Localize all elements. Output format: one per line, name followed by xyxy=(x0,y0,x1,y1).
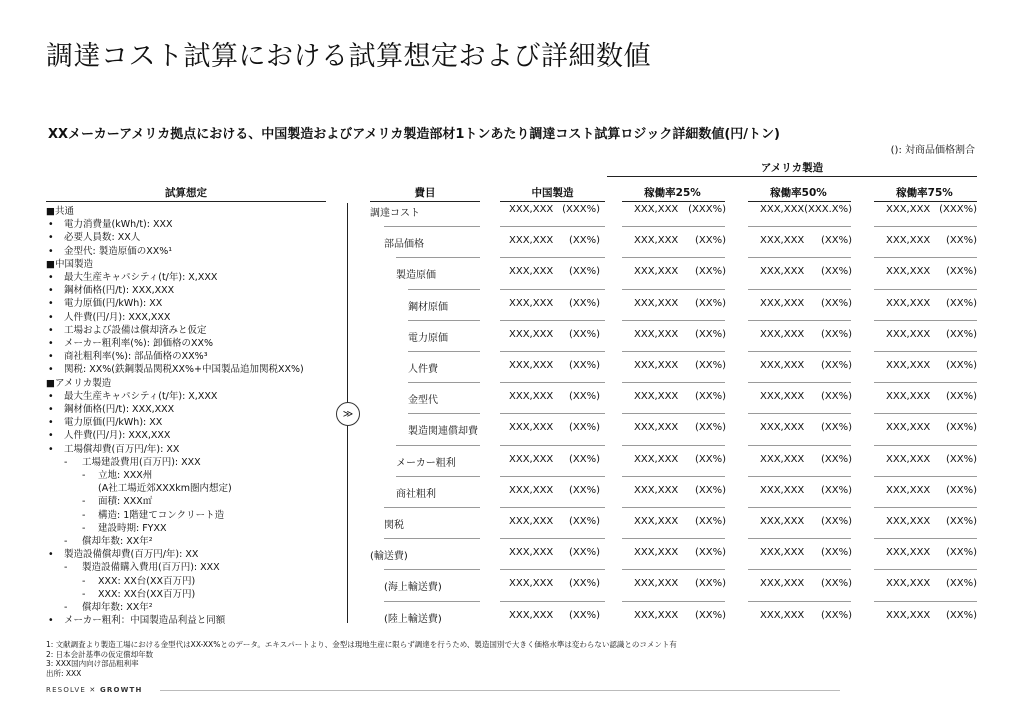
cell-percent: (XX%) xyxy=(568,516,600,527)
cell-percent: (XX%) xyxy=(945,235,977,247)
row-separator xyxy=(408,382,480,383)
cell-percent: (XX%) xyxy=(820,547,852,559)
america-group-header: アメリカ製造 xyxy=(760,162,824,174)
cell-value: XXX,XXX xyxy=(760,609,805,621)
cell-value: XXX,XXX xyxy=(634,391,679,403)
row-separator xyxy=(622,289,725,290)
assumption-item: ■共通 xyxy=(46,206,74,217)
cell-value: XXX,XXX xyxy=(509,235,554,247)
row-separator xyxy=(622,320,725,321)
row-separator xyxy=(874,320,977,321)
row-label: 電力原価 xyxy=(408,332,448,344)
table-row xyxy=(370,360,977,391)
row-label: 製造原価 xyxy=(396,270,436,282)
row-label: 関税 xyxy=(384,520,404,531)
table-row xyxy=(370,578,977,609)
cell-percent: (XX%) xyxy=(568,360,600,371)
cell-value: XXX,XXX xyxy=(886,547,931,559)
row-separator xyxy=(622,538,725,539)
cell-percent: (XX%) xyxy=(568,609,600,621)
cell-percent: (XX%) xyxy=(568,422,600,434)
assumption-item: - 面積: XXX㎡ xyxy=(46,495,336,508)
col-header-op50: 稼働率50% xyxy=(770,187,827,199)
cell-percent: (XX%) xyxy=(568,578,600,590)
assumption-item: • 電力消費量(kWh/t): XXX xyxy=(46,218,336,231)
cell-percent: (XX%) xyxy=(820,484,852,496)
footer-rule xyxy=(160,690,840,691)
table-row xyxy=(370,266,977,297)
row-separator xyxy=(500,257,605,258)
col-header-china-underline xyxy=(500,201,605,202)
row-label: 商社粗利 xyxy=(396,488,436,500)
cell-percent: (XX%) xyxy=(945,484,977,496)
row-separator xyxy=(500,601,605,602)
cell-value: XXX,XXX xyxy=(509,422,554,434)
cell-value: XXX,XXX xyxy=(760,328,805,340)
row-separator xyxy=(748,351,851,352)
row-separator xyxy=(384,569,480,570)
cell-value: XXX,XXX xyxy=(760,297,805,309)
cell-percent: (XX%) xyxy=(820,578,852,590)
row-separator xyxy=(748,289,851,290)
row-separator xyxy=(500,413,605,414)
cell-value: XXX,XXX xyxy=(634,204,679,215)
cell-percent: (XX%) xyxy=(694,484,726,496)
cell-value: XXX,XXX xyxy=(886,297,931,309)
brand-logo xyxy=(46,686,143,694)
table-row xyxy=(370,204,977,235)
footnote-line: 3: XXX国内向け部品粗利率 xyxy=(46,659,139,669)
assumption-item: - 償却年数: XX年² xyxy=(46,601,336,614)
cell-percent: (XX%) xyxy=(568,266,600,278)
assumption-item: - 製造設備購入費用(百万円): XXX xyxy=(46,561,336,574)
cell-percent: (XX%) xyxy=(694,547,726,559)
cell-value: XXX,XXX xyxy=(509,328,554,340)
cell-value: XXX,XXX xyxy=(886,609,931,621)
cell-percent: (XXX%) xyxy=(688,204,726,215)
row-separator xyxy=(874,476,977,477)
cell-percent: (XX%) xyxy=(694,453,726,465)
cell-percent: (XX%) xyxy=(945,516,977,527)
cell-value: XXX,XXX xyxy=(634,578,679,590)
table-row xyxy=(370,454,977,485)
logo-right: GROWTH xyxy=(99,686,143,694)
cell-value: XXX,XXX xyxy=(760,484,805,496)
assumption-item: • メーカー粗利率(%): 卸価格のXX% xyxy=(46,337,336,350)
row-separator xyxy=(408,320,480,321)
cell-percent: (XX%) xyxy=(568,391,600,403)
table-row xyxy=(370,547,977,578)
assumption-item: • 人件費(円/月): XXX,XXX xyxy=(46,311,336,324)
row-label: 部品価格 xyxy=(384,239,424,251)
row-separator xyxy=(748,445,851,446)
cell-percent: (XX%) xyxy=(945,297,977,309)
table-row xyxy=(370,610,977,641)
row-separator xyxy=(748,538,851,539)
table-row xyxy=(370,516,977,547)
row-separator xyxy=(874,601,977,602)
row-separator xyxy=(396,257,480,258)
logo-left: RESOLVE xyxy=(46,686,86,694)
row-separator xyxy=(500,569,605,570)
assumption-item: • 関税: XX%(鉄鋼製品関税XX%+中国製品追加関税XX%) xyxy=(46,363,336,376)
row-separator xyxy=(408,289,480,290)
row-separator xyxy=(500,538,605,539)
row-separator xyxy=(874,569,977,570)
cell-value: XXX,XXX xyxy=(886,328,931,340)
footnotes xyxy=(46,640,677,678)
row-separator xyxy=(500,382,605,383)
assumption-item: • 人件費(円/月): XXX,XXX xyxy=(46,429,336,442)
cell-value: XXX,XXX xyxy=(634,609,679,621)
assumptions-header: 試算想定 xyxy=(165,187,207,199)
cell-value: XXX,XXX xyxy=(760,453,805,465)
cell-percent: (XX%) xyxy=(820,266,852,278)
cell-percent: (XX%) xyxy=(568,484,600,496)
row-separator xyxy=(384,507,480,508)
assumption-item: - 償却年数: XX年² xyxy=(46,535,336,548)
cell-value: XXX,XXX xyxy=(634,266,679,278)
table-row xyxy=(370,329,977,360)
cell-value: XXX,XXX xyxy=(634,516,679,527)
row-label: 金型代 xyxy=(408,395,438,407)
row-separator xyxy=(874,382,977,383)
row-separator xyxy=(622,351,725,352)
assumption-item: • 鋼材価格(円/t): XXX,XXX xyxy=(46,284,336,297)
cell-value: XXX,XXX xyxy=(886,484,931,496)
assumption-item: • 必要人員数: XX人 xyxy=(46,231,336,244)
cell-percent: (XX%) xyxy=(820,609,852,621)
cell-value: XXX,XXX xyxy=(634,453,679,465)
row-separator xyxy=(500,351,605,352)
cell-percent: (XX%) xyxy=(820,328,852,340)
cell-percent: (XX%) xyxy=(694,266,726,278)
cell-value: XXX,XXX xyxy=(886,204,931,215)
row-separator xyxy=(874,538,977,539)
row-separator xyxy=(748,507,851,508)
cell-percent: (XX%) xyxy=(945,328,977,340)
row-separator xyxy=(500,226,605,227)
row-separator xyxy=(748,382,851,383)
cell-percent: (XX%) xyxy=(568,328,600,340)
cell-percent: (XX%) xyxy=(820,453,852,465)
row-separator xyxy=(622,601,725,602)
cell-value: XXX,XXX xyxy=(509,609,554,621)
cell-percent: (XX%) xyxy=(568,297,600,309)
footnote-line: 2: 日本会計基準の仮定償却年数 xyxy=(46,649,154,659)
cell-percent: (XX%) xyxy=(945,453,977,465)
cell-percent: (XX%) xyxy=(945,578,977,590)
assumption-item: • 電力原価(円/kWh): XX xyxy=(46,416,336,429)
cell-value: XXX,XXX xyxy=(509,297,554,309)
footnote-line: 1: 文献調査より製造工場における金型代はXX-XX%とのデータ。エキスパートより、金型は現地生産に限らず調達を行うため、製造国別で大きく価格水準は変わらない認識とのコメント有 xyxy=(46,640,677,649)
row-separator xyxy=(748,413,851,414)
row-separator xyxy=(874,413,977,414)
cell-value: XXX,XXX xyxy=(760,422,805,434)
row-separator xyxy=(622,226,725,227)
row-label: 鋼材原価 xyxy=(408,301,448,313)
row-separator xyxy=(874,289,977,290)
cell-percent: (XX%) xyxy=(694,328,726,340)
col-header-op25: 稼働率25% xyxy=(644,187,701,199)
cell-percent: (XX%) xyxy=(694,360,726,371)
assumption-item: - 構造: 1階建てコンクリート造 xyxy=(46,509,336,522)
table-row xyxy=(370,485,977,516)
row-separator xyxy=(622,507,725,508)
cell-value: XXX,XXX xyxy=(886,266,931,278)
row-separator xyxy=(874,351,977,352)
cell-value: XXX,XXX xyxy=(760,360,805,371)
row-separator xyxy=(874,226,977,227)
assumption-item: • 工場償却費(百万円/年): XX xyxy=(46,443,336,456)
cell-value: XXX,XXX xyxy=(760,204,805,215)
row-separator xyxy=(622,413,725,414)
col-header-op25-underline xyxy=(622,201,725,202)
row-separator xyxy=(622,569,725,570)
row-label: 人件費 xyxy=(408,364,438,375)
row-separator xyxy=(500,507,605,508)
assumption-item: - XXX: XX台(XX百万円) xyxy=(46,588,336,601)
cell-value: XXX,XXX xyxy=(886,235,931,247)
cell-percent: (XX%) xyxy=(820,391,852,403)
row-separator xyxy=(396,445,480,446)
cell-percent: (XX%) xyxy=(694,235,726,247)
cell-value: XXX,XXX xyxy=(634,235,679,247)
assumption-item: • 最大生産キャパシティ(t/年): X,XXX xyxy=(46,390,336,403)
row-separator xyxy=(384,226,480,227)
cell-value: XXX,XXX xyxy=(509,266,554,278)
arrow-glyph: ≫ xyxy=(342,408,354,420)
table-row xyxy=(370,235,977,266)
cell-value: XXX,XXX xyxy=(886,516,931,527)
assumption-item: (A社工場近郊XXXkm圏内想定) xyxy=(98,483,232,495)
row-separator xyxy=(396,476,480,477)
cell-value: XXX,XXX xyxy=(760,578,805,590)
cell-percent: (XXX.X%) xyxy=(804,204,852,215)
cell-percent: (XXX%) xyxy=(939,204,977,215)
table-row xyxy=(370,391,977,422)
assumption-item: • 鋼材価格(円/t): XXX,XXX xyxy=(46,403,336,416)
cell-percent: (XX%) xyxy=(694,422,726,434)
cell-percent: (XX%) xyxy=(694,609,726,621)
cell-value: XXX,XXX xyxy=(509,360,554,371)
cell-percent: (XX%) xyxy=(820,516,852,527)
row-label: (陸上輸送費) xyxy=(384,613,442,625)
row-separator xyxy=(500,445,605,446)
assumption-item: • 電力原価(円/kWh): XX xyxy=(46,297,336,310)
assumption-item: • 最大生産キャパシティ(t/年): X,XXX xyxy=(46,271,336,284)
cell-value: XXX,XXX xyxy=(760,391,805,403)
assumption-item: - 立地: XXX州 xyxy=(46,469,336,482)
row-separator xyxy=(874,445,977,446)
assumption-item: ■中国製造 xyxy=(46,258,93,270)
col-header-china: 中国製造 xyxy=(531,187,574,199)
cell-percent: (XX%) xyxy=(694,297,726,309)
cell-value: XXX,XXX xyxy=(634,328,679,340)
table-row xyxy=(370,298,977,329)
row-separator xyxy=(748,257,851,258)
cell-value: XXX,XXX xyxy=(509,516,554,527)
row-separator xyxy=(408,413,480,414)
table-row xyxy=(370,422,977,453)
cell-percent: (XX%) xyxy=(945,266,977,278)
assumption-item: - XXX: XX台(XX百万円) xyxy=(46,575,336,588)
assumption-item: • 工場および設備は償却済みと仮定 xyxy=(46,324,336,337)
col-header-op50-underline xyxy=(748,201,851,202)
row-separator xyxy=(874,257,977,258)
cell-value: XXX,XXX xyxy=(509,547,554,559)
assumption-item: ■アメリカ製造 xyxy=(46,377,112,389)
col-header-op75: 稼働率75% xyxy=(896,187,953,199)
logo-mark: ✕ xyxy=(89,686,97,694)
row-separator xyxy=(748,320,851,321)
cell-percent: (XX%) xyxy=(694,578,726,590)
assumption-item: • 製造設備償却費(百万円/年): XX xyxy=(46,548,336,561)
cell-value: XXX,XXX xyxy=(760,266,805,278)
cell-value: XXX,XXX xyxy=(509,578,554,590)
cell-value: XXX,XXX xyxy=(509,484,554,496)
row-separator xyxy=(748,601,851,602)
cell-value: XXX,XXX xyxy=(886,391,931,403)
cell-value: XXX,XXX xyxy=(634,422,679,434)
assumption-item: • 商社粗利率(%): 部品価格のXX%³ xyxy=(46,350,336,363)
ratio-note: (): 対商品価格割合 xyxy=(890,145,975,156)
assumption-item: • メーカー粗利：中国製造品利益と同額 xyxy=(46,614,336,627)
cell-percent: (XX%) xyxy=(820,360,852,371)
cell-percent: (XX%) xyxy=(820,235,852,247)
cell-percent: (XX%) xyxy=(820,297,852,309)
cell-percent: (XX%) xyxy=(568,453,600,465)
cell-value: XXX,XXX xyxy=(634,297,679,309)
america-group-underline xyxy=(607,176,977,177)
cell-percent: (XX%) xyxy=(945,609,977,621)
row-separator xyxy=(500,320,605,321)
assumption-item: - 建設時期: FYXX xyxy=(46,522,336,535)
cell-value: XXX,XXX xyxy=(886,360,931,371)
row-separator xyxy=(622,445,725,446)
cell-percent: (XX%) xyxy=(694,391,726,403)
row-separator xyxy=(874,507,977,508)
cell-percent: (XX%) xyxy=(568,547,600,559)
cell-value: XXX,XXX xyxy=(634,484,679,496)
cell-percent: (XX%) xyxy=(694,516,726,527)
cell-value: XXX,XXX xyxy=(886,422,931,434)
cell-percent: (XX%) xyxy=(945,422,977,434)
cell-value: XXX,XXX xyxy=(509,453,554,465)
row-separator xyxy=(500,476,605,477)
row-separator xyxy=(748,569,851,570)
page-title: 調達コスト試算における試算想定および詳細数値 xyxy=(46,41,651,72)
row-separator xyxy=(748,226,851,227)
cell-percent: (XX%) xyxy=(945,391,977,403)
row-label: (輸送費) xyxy=(370,551,408,563)
row-separator xyxy=(384,601,480,602)
table-subtitle: XXメーカーアメリカ拠点における、中国製造およびアメリカ製造部材1トンあたり調達コスト試算ロジック詳細数値(円/トン) xyxy=(48,127,780,142)
cell-value: XXX,XXX xyxy=(760,235,805,247)
row-separator xyxy=(408,351,480,352)
row-label: メーカー粗利 xyxy=(396,457,456,469)
cell-percent: (XX%) xyxy=(568,235,600,247)
row-separator xyxy=(622,382,725,383)
cell-value: XXX,XXX xyxy=(634,547,679,559)
cell-percent: (XX%) xyxy=(945,547,977,559)
assumptions-list xyxy=(46,205,336,628)
col-header-op75-underline xyxy=(874,201,977,202)
row-separator xyxy=(748,476,851,477)
cell-value: XXX,XXX xyxy=(760,547,805,559)
cell-value: XXX,XXX xyxy=(509,204,554,215)
col-header-item: 費目 xyxy=(414,187,436,199)
assumptions-header-underline xyxy=(46,201,326,202)
cell-percent: (XX%) xyxy=(820,422,852,434)
cell-percent: (XX%) xyxy=(945,360,977,371)
row-separator xyxy=(622,257,725,258)
double-chevron-right-icon xyxy=(336,402,360,426)
cell-value: XXX,XXX xyxy=(634,360,679,371)
assumption-item: • 金型代: 製造原価のXX%¹ xyxy=(46,245,336,258)
assumption-item: - 工場建設費用(百万円): XXX xyxy=(46,456,336,469)
footnote-line: 出所: XXX xyxy=(46,668,82,678)
row-label: (海上輸送費) xyxy=(384,582,442,594)
cell-value: XXX,XXX xyxy=(886,578,931,590)
row-separator xyxy=(622,476,725,477)
cell-value: XXX,XXX xyxy=(760,516,805,527)
row-separator xyxy=(500,289,605,290)
row-label: 製造関連償却費 xyxy=(408,426,478,438)
row-label: 調達コスト xyxy=(370,208,420,219)
col-header-item-underline xyxy=(370,201,480,202)
cell-percent: (XXX%) xyxy=(562,204,600,215)
cell-value: XXX,XXX xyxy=(509,391,554,403)
cell-value: XXX,XXX xyxy=(886,453,931,465)
row-separator xyxy=(384,538,480,539)
